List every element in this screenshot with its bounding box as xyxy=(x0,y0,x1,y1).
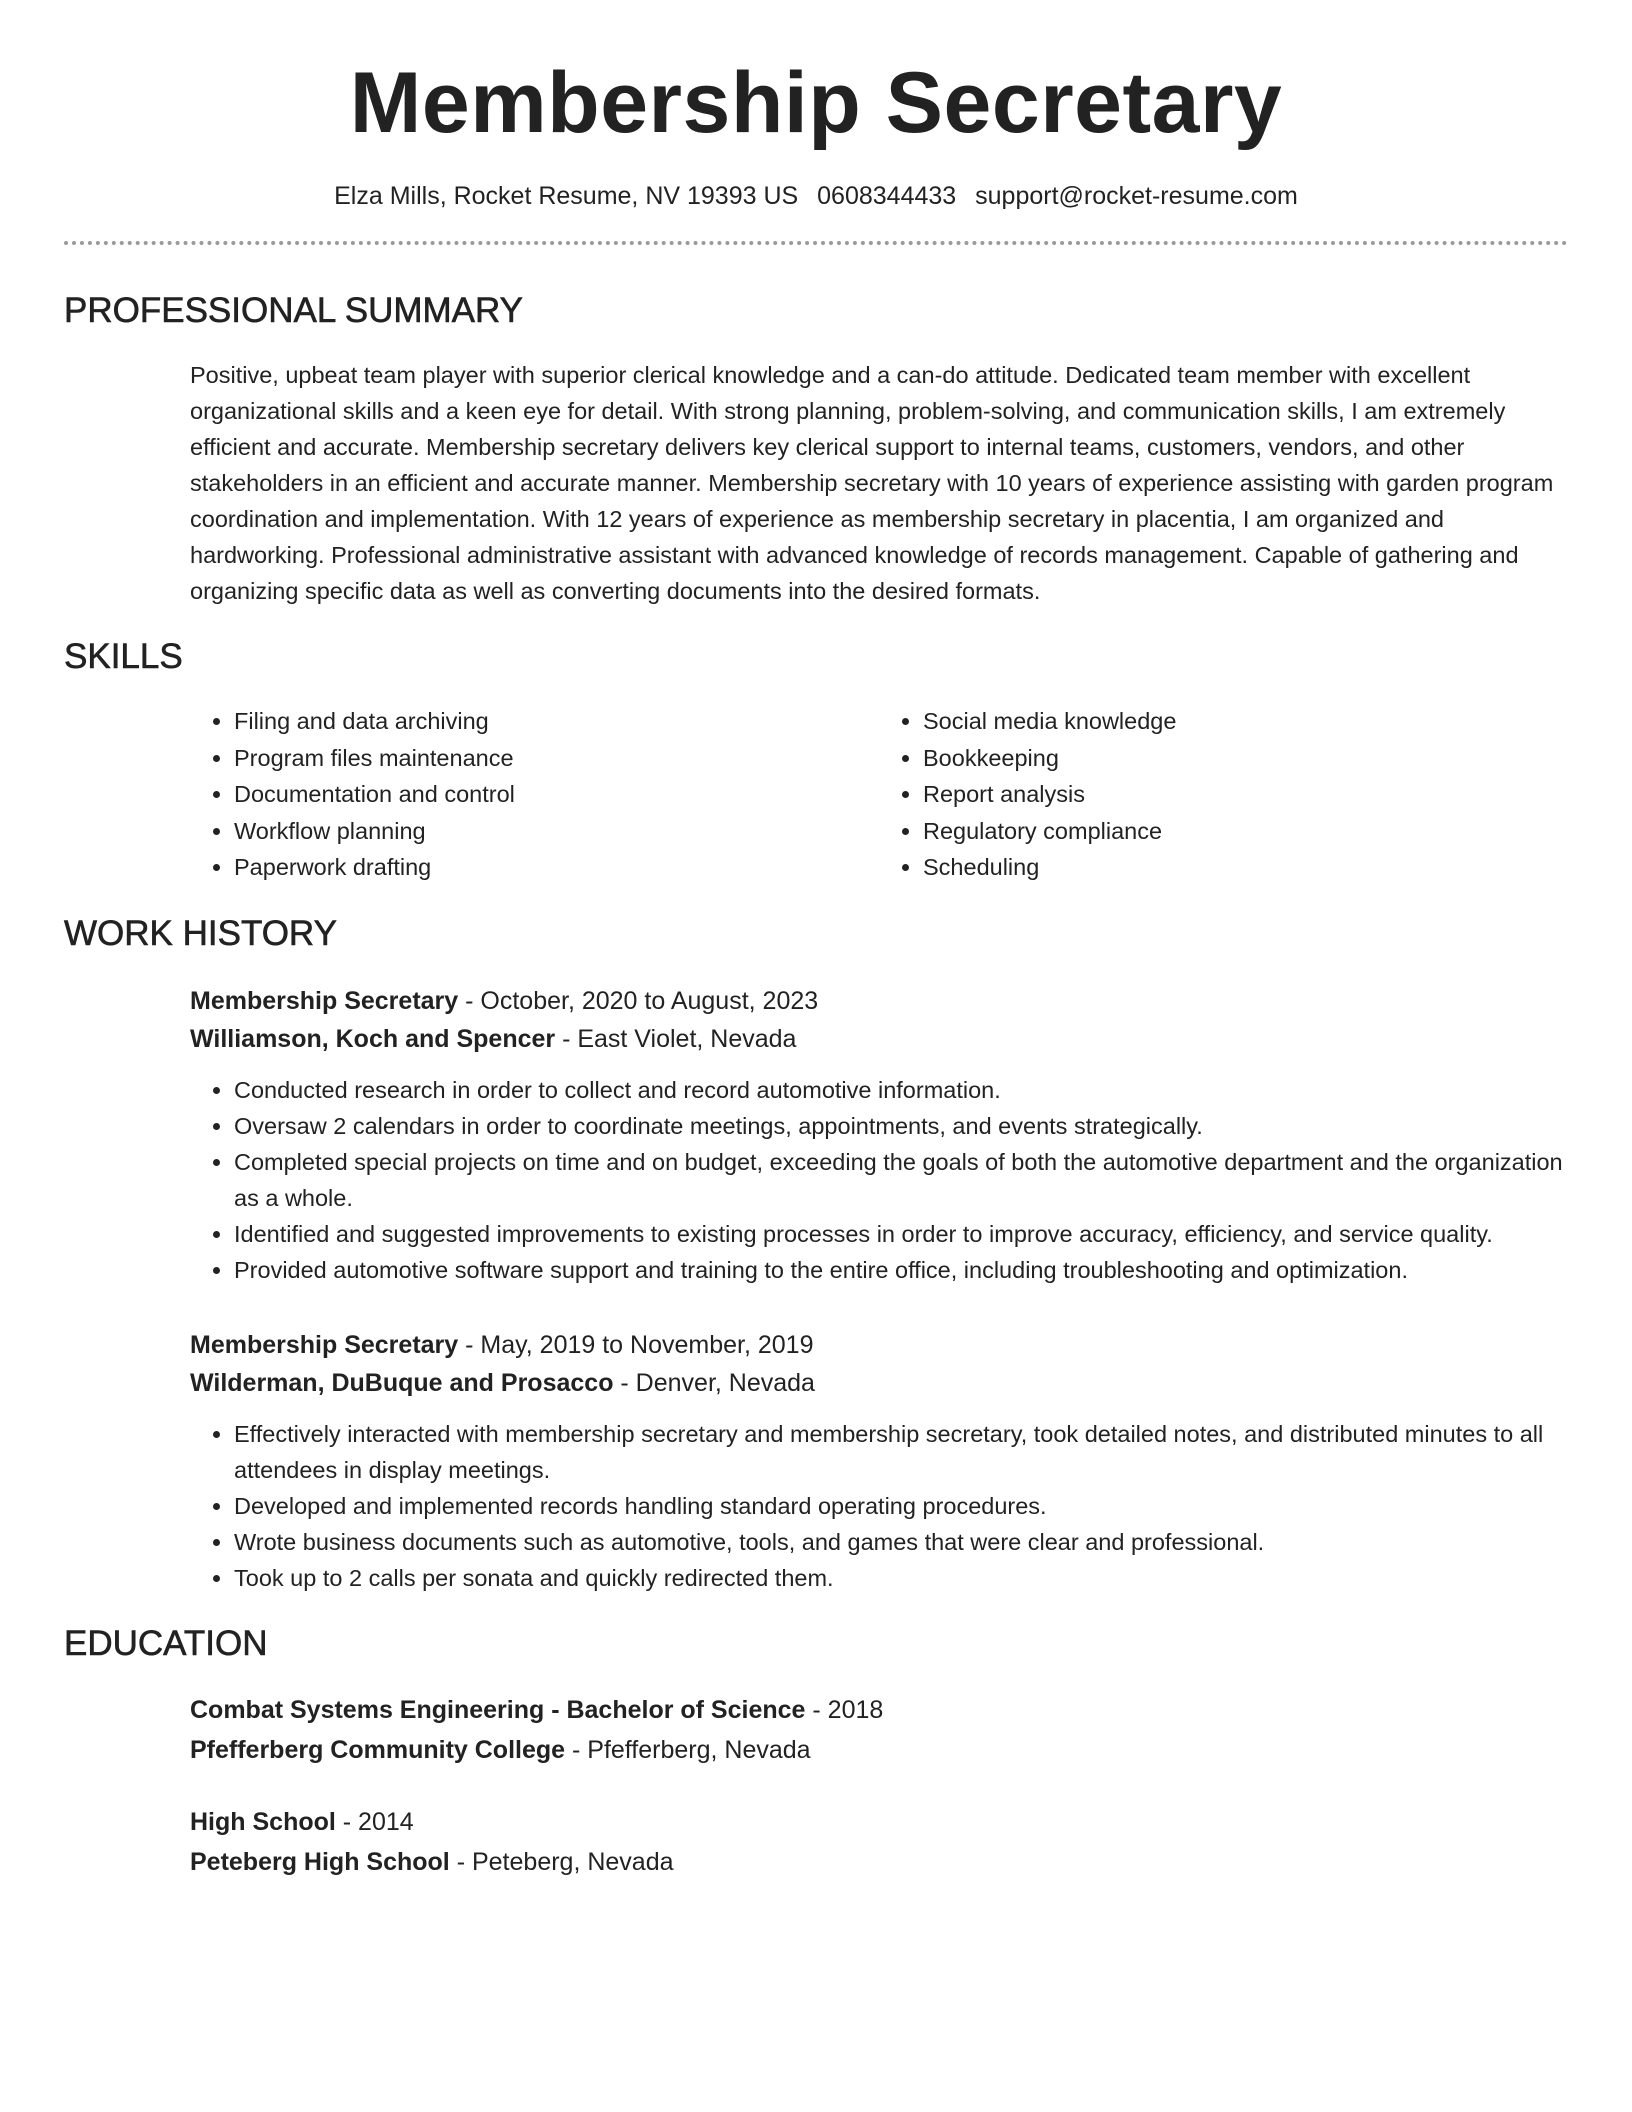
skill-item: • Report analysis xyxy=(923,776,1568,813)
job-company-line xyxy=(190,1020,1568,1058)
skill-item: • Documentation and control xyxy=(234,776,879,813)
job-dates: - May, 2019 to November, 2019 xyxy=(458,1330,814,1359)
contact-address: Elza Mills, Rocket Resume, NV 19393 US xyxy=(334,182,799,210)
job-bullet: • Provided automotive software support and training to the entire office, including troubleshooting and optimization. xyxy=(234,1252,1568,1288)
skill-item: • Regulatory compliance xyxy=(923,813,1568,850)
education-location: - Peteberg, Nevada xyxy=(449,1847,674,1876)
job-bullet: • Completed special projects on time and on budget, exceeding the goals of both the automotive department and the organization as a whole. xyxy=(234,1144,1568,1216)
skill-item: • Paperwork drafting xyxy=(234,849,879,886)
job-bullets xyxy=(190,1072,1568,1288)
education-degree-line xyxy=(190,1690,1568,1730)
education-year: - 2014 xyxy=(335,1807,414,1836)
education-degree: Combat Systems Engineering - Bachelor of Science xyxy=(190,1695,806,1724)
contact-email: support@rocket-resume.com xyxy=(975,182,1298,210)
skill-item: • Filing and data archiving xyxy=(234,703,879,740)
job-title-line xyxy=(190,1326,1568,1364)
summary-heading: PROFESSIONAL SUMMARY xyxy=(64,291,523,330)
job-bullet: • Oversaw 2 calendars in order to coordinate meetings, appointments, and events strategically. xyxy=(234,1108,1568,1144)
education-heading: EDUCATION xyxy=(64,1623,268,1663)
resume-title: Membership Secretary xyxy=(349,55,1283,151)
skills-column-right xyxy=(879,703,1568,886)
education-location: - Pfefferberg, Nevada xyxy=(565,1735,811,1764)
education-entry xyxy=(190,1802,1568,1882)
job-bullet: • Developed and implemented records handling standard operating procedures. xyxy=(234,1488,1568,1524)
job-bullet: • Identified and suggested improvements to existing processes in order to improve accuracy, efficiency, and service quality. xyxy=(234,1216,1568,1252)
skills-column-left xyxy=(190,703,879,886)
job-bullets xyxy=(190,1416,1568,1596)
job-location: - Denver, Nevada xyxy=(613,1368,815,1397)
job-dates: - October, 2020 to August, 2023 xyxy=(458,986,819,1015)
job-title: Membership Secretary xyxy=(190,986,459,1015)
job-entry xyxy=(190,1326,1568,1596)
education-school: Peteberg High School xyxy=(190,1847,450,1876)
education-degree: High School xyxy=(190,1807,336,1836)
job-bullet: • Conducted research in order to collect and record automotive information. xyxy=(234,1072,1568,1108)
skills-heading: SKILLS xyxy=(64,637,183,676)
job-bullet: • Effectively interacted with membership secretary and membership secretary, took detailed notes, and distributed minutes to all attendees in display meetings. xyxy=(234,1416,1568,1488)
education-school-line xyxy=(190,1842,1568,1882)
job-bullet: • Wrote business documents such as automotive, tools, and games that were clear and professional. xyxy=(234,1524,1568,1560)
contact-phone: 0608344433 xyxy=(817,182,957,210)
education-school-line xyxy=(190,1730,1568,1770)
job-title: Membership Secretary xyxy=(190,1330,459,1359)
education-school: Pfefferberg Community College xyxy=(190,1735,566,1764)
skill-item: • Social media knowledge xyxy=(923,703,1568,740)
header-divider xyxy=(64,241,1568,245)
job-entry xyxy=(190,982,1568,1288)
job-title-line xyxy=(190,982,1568,1020)
skills-list xyxy=(190,703,1568,886)
skill-item: • Program files maintenance xyxy=(234,740,879,777)
summary-text: Positive, upbeat team player with superior clerical knowledge and a can-do attitude. Dedicated team member with excellent organizational skills and a keen eye for detail. With strong planning, problem-solving, and communication skills, I am extremely efficient and accurate. Membership secretary delivers key clerical support to internal teams, customers, vendors, and other stakeholders in an efficient and accurate manner. Membership secretary with 10 years of experience assisting with garden program coordination and implementation. With 12 years of experience as membership secretary in placentia, I am organized and hardworking. Professional administrative assistant with advanced knowledge of records management. Capable of gathering and organizing specific data as well as converting documents into the desired formats. xyxy=(190,362,1554,604)
work-history-heading: WORK HISTORY xyxy=(64,913,337,953)
education-degree-line xyxy=(190,1802,1568,1842)
contact-line xyxy=(64,182,1568,211)
skill-item: • Workflow planning xyxy=(234,813,879,850)
job-company: Williamson, Koch and Spencer xyxy=(190,1024,556,1053)
education-year: - 2018 xyxy=(805,1695,884,1724)
education-entry xyxy=(190,1690,1568,1770)
job-company: Wilderman, DuBuque and Prosacco xyxy=(190,1368,614,1397)
job-location: - East Violet, Nevada xyxy=(555,1024,797,1053)
skill-item: • Scheduling xyxy=(923,849,1568,886)
job-bullet: • Took up to 2 calls per sonata and quickly redirected them. xyxy=(234,1560,1568,1596)
job-company-line xyxy=(190,1364,1568,1402)
skill-item: • Bookkeeping xyxy=(923,740,1568,777)
